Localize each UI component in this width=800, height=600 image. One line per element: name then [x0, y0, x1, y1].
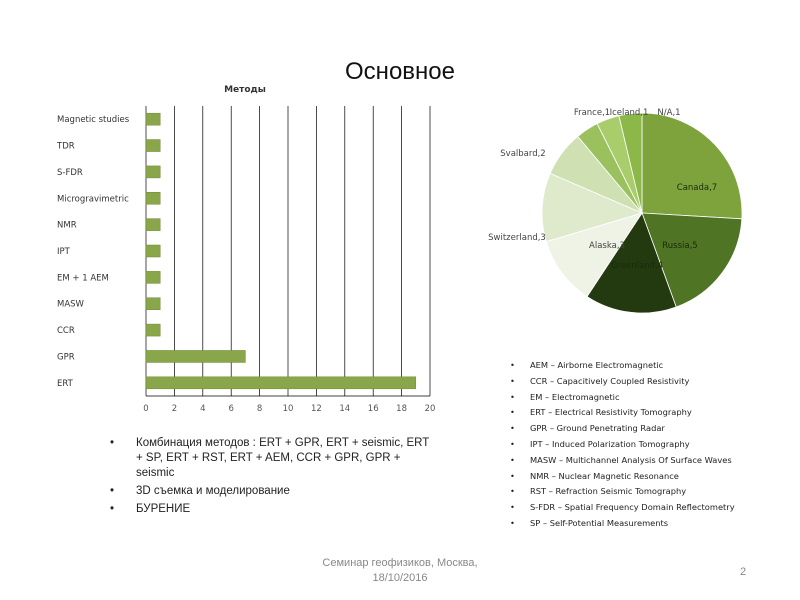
x-tick-label: 4 — [200, 404, 206, 414]
pie-label: France,1 — [573, 108, 611, 118]
pie-label: Iceland,1 — [609, 108, 649, 118]
abbreviation-item: • S-FDR – Spatial Frequency Domain Reflectometry — [510, 500, 780, 516]
pie-label: Canada,7 — [676, 183, 718, 193]
pie-label: Alaska,3 — [589, 241, 625, 251]
abbreviation-item: • MASW – Multichannel Analysis Of Surface Waves — [510, 453, 780, 469]
pie-label: Svalbard,2 — [500, 149, 546, 159]
y-tick-label: MASW — [57, 299, 84, 310]
page-number: 2 — [740, 566, 747, 578]
x-tick-label: 2 — [171, 404, 178, 414]
x-tick-label: 14 — [339, 404, 351, 414]
chart-title: Методы — [224, 85, 266, 95]
y-tick-label: GPR — [57, 352, 75, 363]
abbreviation-item: • GPR – Ground Penetrating Radar — [510, 421, 780, 437]
x-tick-label: 18 — [396, 404, 408, 414]
bullet-item: • Комбинация методов : ERT + GPR, ERT + seismic, ERT + SP, ERT + RST, ERT + AEM, CCR + GPR, GPR + seismic — [110, 436, 430, 481]
slide-footer — [300, 556, 500, 586]
abbreviation-item: • AEM – Airborne Electromagnetic — [510, 358, 780, 374]
abbreviation-item: • SP – Self-Potential Measurements — [510, 516, 780, 532]
y-tick-label: S-FDR — [57, 167, 83, 178]
x-tick-label: 16 — [367, 404, 379, 414]
pie-label: N/A,1 — [657, 108, 681, 118]
y-tick-label: CCR — [57, 326, 75, 337]
y-tick-label: TDR — [57, 141, 75, 152]
abbreviation-item: • IPT – Induced Polarization Tomography — [510, 437, 780, 453]
x-tick-label: 8 — [256, 404, 263, 414]
y-tick-label: Microgravimetric — [57, 194, 129, 205]
footer-line: Семинар геофизиков, Москва, — [322, 557, 478, 569]
pie-slice-canada — [642, 113, 742, 219]
abbreviation-item: • NMR – Nuclear Magnetic Resonance — [510, 469, 780, 485]
abbreviation-item: • CCR – Capacitively Coupled Resistivity — [510, 374, 780, 390]
y-tick-label: Magnetic studies — [57, 115, 130, 126]
y-tick-label: EM + 1 AEM — [57, 273, 109, 284]
x-tick-label: 12 — [310, 404, 322, 414]
methods-bullet-list — [110, 436, 430, 520]
pie-label: Switzerland,3 — [488, 233, 546, 243]
x-tick-label: 0 — [143, 404, 149, 414]
slide-title: Основное — [345, 58, 455, 85]
pie-label: Russia,5 — [662, 241, 698, 251]
x-tick-label: 10 — [282, 404, 294, 414]
y-tick-label: ERT — [57, 378, 73, 389]
abbreviations-list — [510, 358, 780, 532]
bullet-item: • БУРЕНИЕ — [110, 502, 430, 517]
bullet-item: • 3D съемка и моделирование — [110, 484, 430, 499]
y-tick-label: IPT — [57, 247, 70, 257]
x-tick-label: 6 — [228, 404, 234, 414]
abbreviation-item: • ERT – Electrical Resistivity Tomography — [510, 405, 780, 421]
pie-label: Greenland,4 — [610, 261, 664, 271]
footer-line: 18/10/2016 — [372, 572, 428, 584]
y-tick-label: NMR — [57, 220, 77, 231]
abbreviation-item: • EM – Electromagnetic — [510, 390, 780, 406]
abbreviation-item: • RST – Refraction Seismic Tomography — [510, 484, 780, 500]
x-tick-label: 20 — [424, 404, 436, 414]
